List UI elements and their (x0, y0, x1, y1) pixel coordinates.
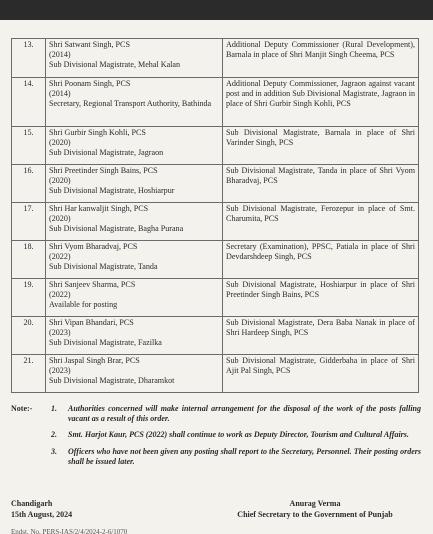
officer-batch: (2014) (49, 89, 71, 99)
officer-batch: (2023) (49, 366, 71, 376)
serial-number: 18. (12, 241, 46, 279)
officer-cell (46, 203, 223, 241)
serial-number: 13. (12, 39, 46, 78)
posting-cell: Sub Divisional Magistrate, Barnala in place of Shri Varinder Singh, PCS (223, 127, 419, 165)
posting-cell: Sub Divisional Magistrate, Tanda in place of Shri Vyom Bharadvaj, PCS (223, 165, 419, 203)
serial-number: 20. (12, 317, 46, 355)
note-item (11, 404, 421, 424)
table-row (12, 203, 419, 241)
serial-number: 15. (12, 127, 46, 165)
officer-name: Shri Satwant Singh, PCS (49, 40, 130, 49)
officer-current: Sub Divisional Magistrate, Tanda (49, 262, 158, 272)
officer-current: Sub Divisional Magistrate, Mehal Kalan (49, 60, 181, 70)
officer-batch: (2023) (49, 328, 71, 338)
officer-batch: (2022) (49, 290, 71, 300)
serial-number: 17. (12, 203, 46, 241)
table-row (12, 279, 419, 317)
officer-cell (46, 355, 223, 393)
officer-current: Secretary, Regional Transport Authority, Bathinda (49, 99, 212, 109)
note-number: 2. (51, 430, 57, 440)
table-row (12, 127, 419, 165)
posting-cell: Sub Divisional Magistrate, Ferozepur in place of Smt. Charumita, PCS (223, 203, 419, 241)
officer-current: Sub Divisional Magistrate, Jagraon (49, 148, 164, 158)
officer-name: Shri Preetinder Singh Bains, PCS (49, 166, 158, 175)
table-row (12, 241, 419, 279)
order-date: 15th August, 2024 (11, 510, 73, 519)
officer-name: Shri Har kanwaljit Singh, PCS (49, 204, 149, 213)
note-number: 3. (51, 446, 57, 456)
officer-current: Available for posting (49, 300, 118, 310)
officer-cell (46, 317, 223, 355)
table-row (12, 165, 419, 203)
posting-cell: Sub Divisional Magistrate, Gidderbaha in place of Shri Ajit Pal Singh, PCS (223, 355, 419, 393)
serial-number: 14. (12, 78, 46, 127)
officer-cell (46, 241, 223, 279)
officer-current: Sub Divisional Magistrate, Hoshiarpur (49, 186, 175, 196)
officer-name: Shri Vipan Bhandari, PCS (49, 318, 134, 327)
posting-cell: Secretary (Examination), PPSC, Patiala in place of Shri Devdarshdeep Singh, PCS (223, 241, 419, 279)
posting-cell: Sub Divisional Magistrate, Dera Baba Nanak in place of Shri Hardeep Singh, PCS (223, 317, 419, 355)
officer-batch: (2022) (49, 252, 71, 262)
posting-cell: Sub Divisional Magistrate, Hoshiarpur in place of Shri Preetinder Singh Bains, PCS (223, 279, 419, 317)
signatory-designation: Chief Secretary to the Government of Punjab (237, 510, 393, 519)
officer-current: Sub Divisional Magistrate, Dharamkot (49, 376, 175, 386)
officer-name: Shri Sanjeev Sharma, PCS (49, 280, 136, 289)
posting-cell: Additional Deputy Commissioner, Jagraon against vacant post and in addition Sub Divisional Magistrate, Jagraon in place of Shri Gurbir Singh Kohli, PCS (223, 78, 419, 127)
place: Chandigarh (11, 499, 53, 508)
table-row (12, 39, 419, 78)
note-item (11, 430, 421, 440)
note-text: Officers who have not been given any posting shall report to the Secretary, Personnel. Their posting orders shall be issued later. (68, 446, 421, 466)
officer-batch: (2020) (49, 138, 71, 148)
table-row (12, 317, 419, 355)
table-row (12, 78, 419, 127)
officer-name: Shri Poonam Singh, PCS (49, 79, 131, 88)
officer-name: Shri Jaspal Singh Brar, PCS (49, 356, 140, 365)
officer-cell (46, 165, 223, 203)
note-text: Smt. Harjot Kaur, PCS (2022) shall continue to work as Deputy Director, Tourism and Cultural Affairs. (68, 430, 409, 440)
endorsement-line: Endst. No. PERS-IAS/2/4/2024-2-6/1070 (11, 528, 128, 534)
signatory-name: Anurag Verma (289, 499, 341, 508)
officer-name: Shri Gurbir Singh Kohli, PCS (49, 128, 146, 137)
top-bar (0, 0, 433, 20)
postings-table (11, 38, 419, 393)
officer-batch: (2020) (49, 176, 71, 186)
note-label: Note:- (11, 404, 33, 413)
note-number: 1. (51, 404, 57, 413)
officer-cell (46, 127, 223, 165)
officer-current: Sub Divisional Magistrate, Bagha Purana (49, 224, 184, 234)
officer-cell (46, 279, 223, 317)
note-item (11, 447, 421, 467)
serial-number: 19. (12, 279, 46, 317)
officer-cell (46, 39, 223, 78)
note-text: Authorities concerned will make internal arrangement for the disposal of the work of the posts falling vacant as a result of this order. (68, 404, 421, 424)
officer-current: Sub Divisional Magistrate, Fazilka (49, 338, 162, 348)
officer-batch: (2020) (49, 214, 71, 224)
officer-batch: (2014) (49, 50, 71, 60)
notes-section (11, 404, 421, 473)
officer-cell (46, 78, 223, 127)
place-date-block (11, 498, 72, 520)
serial-number: 21. (12, 355, 46, 393)
serial-number: 16. (12, 165, 46, 203)
table-row (12, 355, 419, 393)
posting-cell: Additional Deputy Commissioner (Rural Development), Barnala in place of Shri Manjit Singh Cheema, PCS (223, 39, 419, 78)
signature-block (211, 498, 419, 520)
officer-name: Shri Vyom Bharadvaj, PCS (49, 242, 138, 251)
